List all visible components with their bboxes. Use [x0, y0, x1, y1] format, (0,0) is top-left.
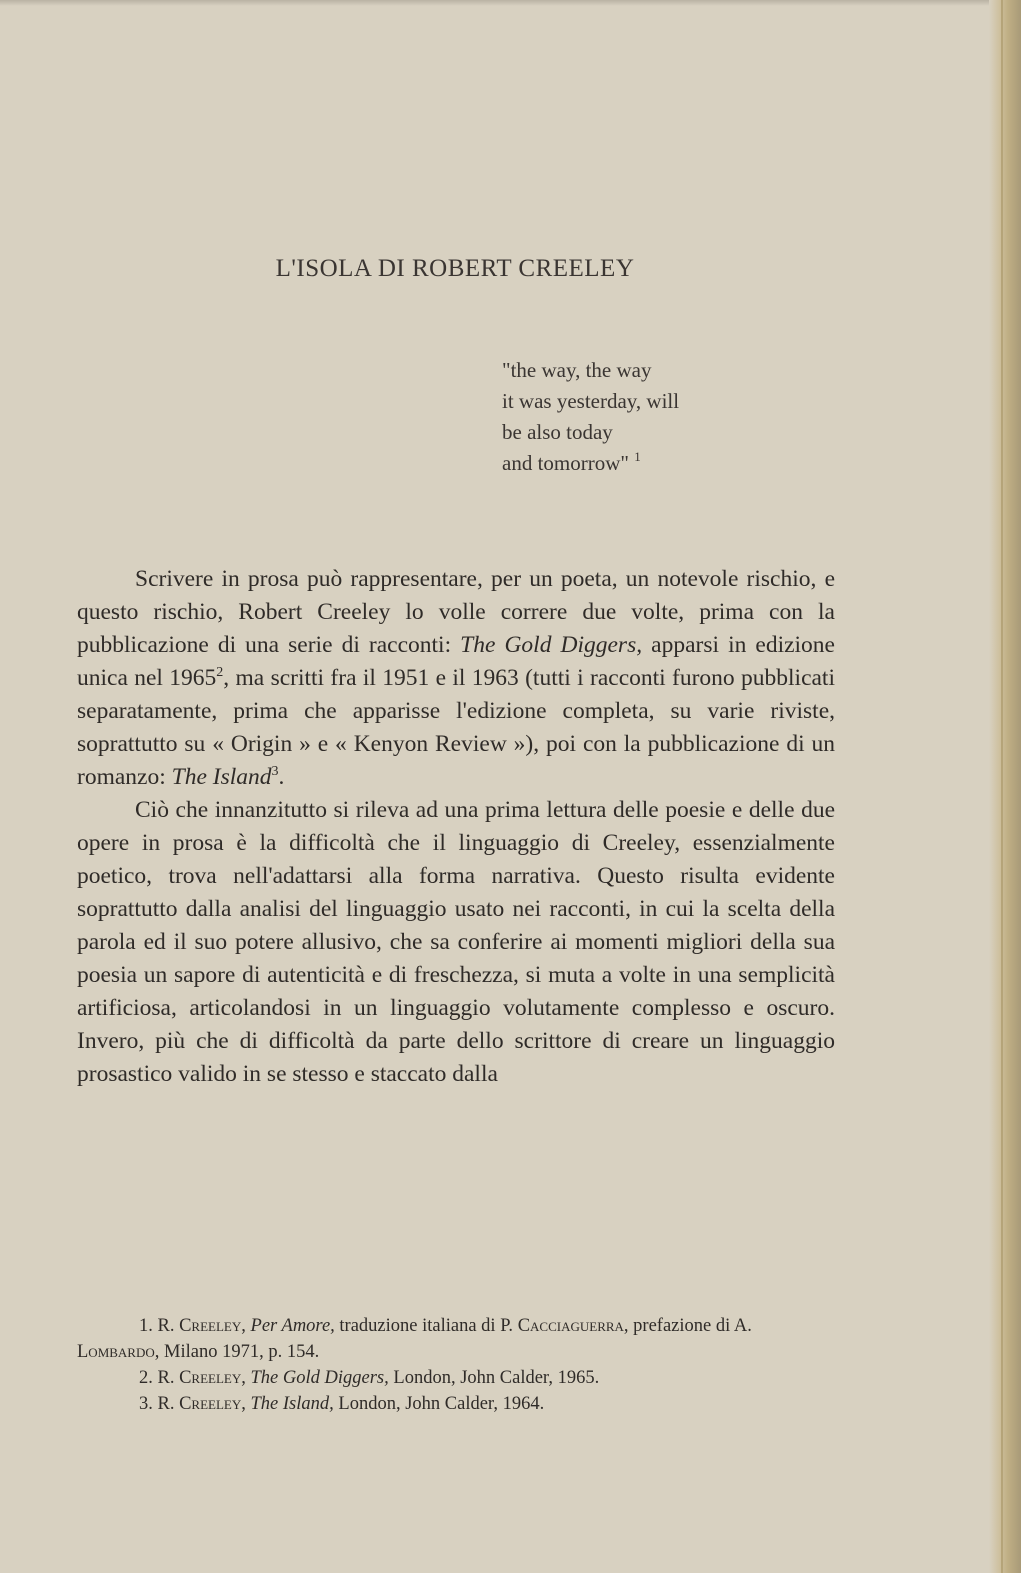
paragraph-2: Ciò che innanzitutto si rileva ad una prima lettura delle poesie e delle due opere in prosa è la difficoltà che il linguaggio di Creeley, essenzialmente poetico, trova nell'adattarsi alla forma narrativa. Questo risulta evidente soprattutto dalla analisi del linguaggio usato nei racconti, in cui la scelta della parola ed il suo potere allusivo, che sa conferire ai momenti migliori della sua poesia un sapore di autenticità e di freschezza, si muta a volte in una semplicità artificiosa, articolandosi in un linguaggio volutamente complesso e oscuro. Invero, più che di difficoltà da parte dello scrittore di creare un linguaggio prosastico valido in se stesso e staccato dalla — [77, 797, 835, 1087]
footnote-work: The Gold Diggers, — [250, 1368, 389, 1388]
footnotes — [77, 1313, 835, 1417]
text-run: London, John Calder, 1965. — [388, 1368, 600, 1388]
footnote-preface-author: Lombardo, — [77, 1342, 160, 1362]
epigraph — [502, 355, 679, 479]
footnote-author: R. Creeley, — [157, 1316, 246, 1336]
paragraph-1 — [77, 563, 835, 794]
epigraph-line-text: and tomorrow" — [502, 451, 629, 475]
body-text — [77, 563, 835, 1091]
footnote-number: 2. — [139, 1368, 153, 1388]
text-run: apparsi in edizione unica nel 1965 — [77, 632, 835, 691]
text-run: . — [278, 764, 285, 790]
footnote-translator: Cacciaguerra, — [517, 1316, 629, 1336]
footnote-number: 1. — [139, 1316, 153, 1336]
text-run: , ma scritti fra il 1951 e il 1963 (tutti i racconti furono pubblicati separatamente, prima che apparisse l'edizione completa, su varie riviste, soprattutto su « Origin » e « Kenyon Review »), poi con la pubblicazione di un romanzo: — [77, 665, 835, 790]
text-run: prefazione di A. — [628, 1316, 752, 1336]
footnote-number: 3. — [139, 1394, 153, 1414]
text-run: traduzione italiana di P. — [334, 1316, 518, 1336]
epigraph-line — [502, 448, 679, 479]
page-edge-line — [1001, 0, 1003, 1573]
footnote-2 — [77, 1365, 835, 1391]
footnote-work: The Island, — [250, 1394, 334, 1414]
text-run: London, John Calder, 1964. — [333, 1394, 545, 1414]
footnote-3 — [77, 1391, 835, 1417]
footnote-work: Per Amore, — [250, 1316, 335, 1336]
epigraph-line: be also today — [502, 420, 613, 444]
footnote-ref: 3 — [271, 764, 279, 779]
footnote-author: R. Creeley, — [157, 1394, 246, 1414]
footnote-author: R. Creeley, — [157, 1368, 246, 1388]
page-binding-edge — [989, 0, 1021, 1573]
text-run: Scrivere in prosa può rappresentare, per un poeta, un notevole rischio, e questo rischio, Robert Creeley lo volle correre due volte, prima con la pubblicazione di una serie di racconti: — [77, 566, 835, 658]
footnote-ref: 2 — [216, 665, 224, 680]
page-top-edge — [0, 0, 1021, 6]
italic-title: The Gold Diggers, — [460, 632, 643, 658]
epigraph-line: "the way, the way — [502, 358, 652, 382]
footnote-ref: 1 — [634, 449, 641, 464]
epigraph-line: it was yesterday, will — [502, 389, 680, 413]
italic-title: The Island — [171, 764, 272, 790]
footnote-1 — [77, 1313, 835, 1365]
text-run: Milano 1971, p. 154. — [159, 1342, 320, 1362]
chapter-title: L'ISOLA DI ROBERT CREELEY — [275, 255, 635, 282]
